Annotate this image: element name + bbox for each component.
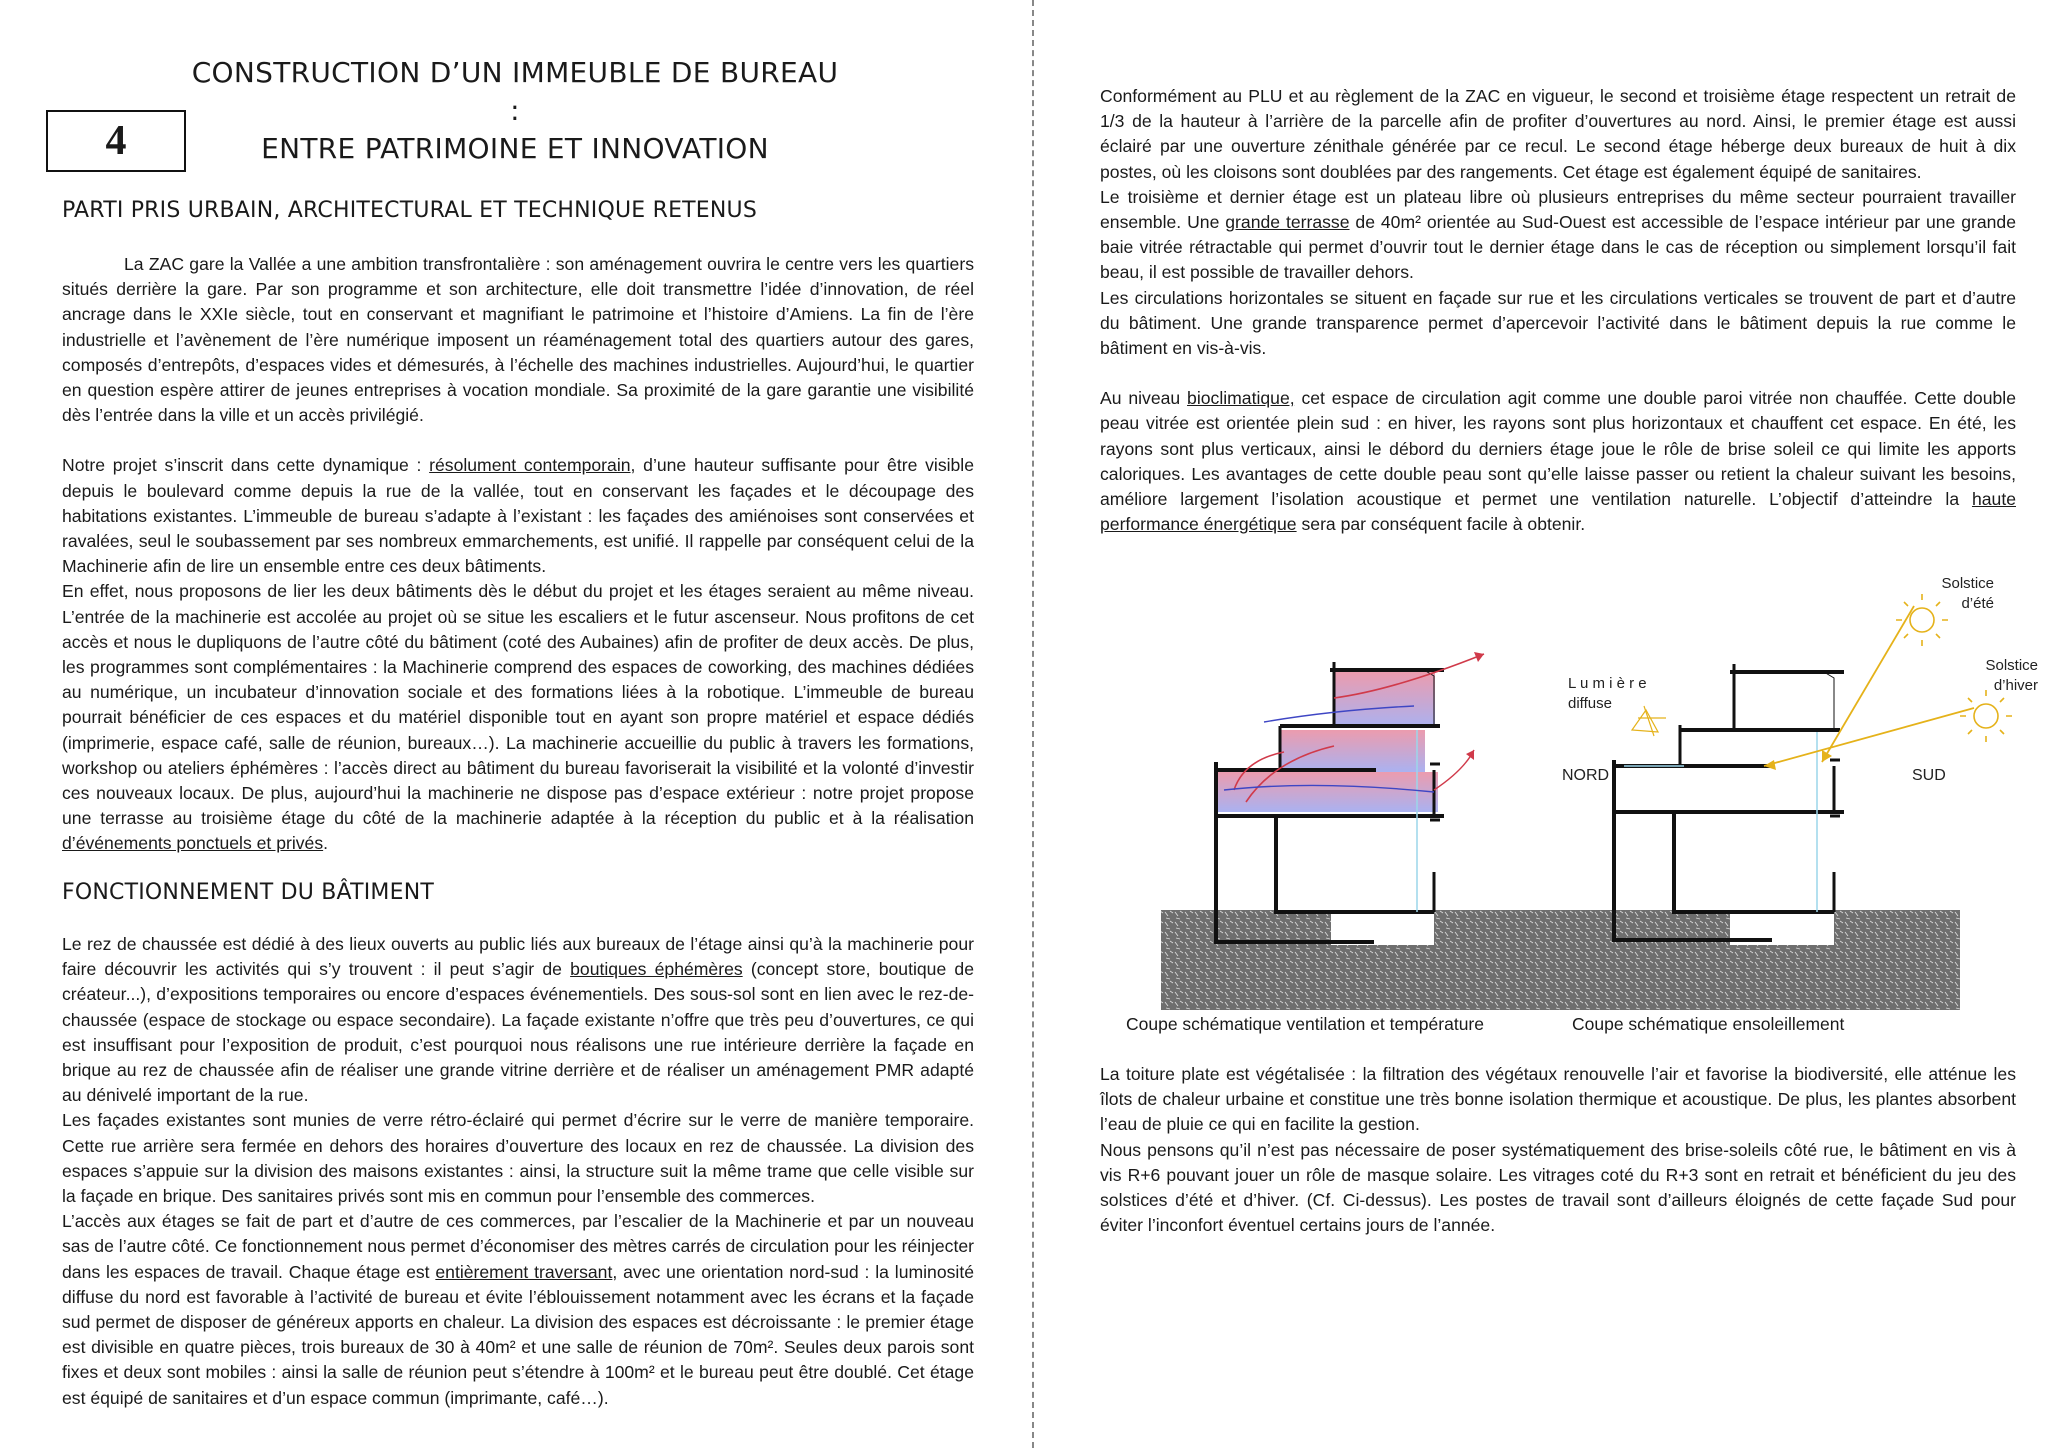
right-page [1034,0,2048,1448]
section-fonctionnement-body [62,932,974,1411]
right-column-bottom-text [1100,1062,2016,1238]
label-solstice-hiver-1: Solstice [1985,657,2038,674]
underlined-text: grande terrasse [1225,212,1350,233]
sun-icon [1896,594,1948,646]
label-sud: SUD [1912,767,1946,784]
building-section [1614,664,1844,940]
building-section [1214,662,1444,942]
sun-rays [1764,606,1974,770]
right-column-top-text [1100,84,2016,537]
section-parti-pris-body [62,252,974,857]
chapter-number-box: 4 [46,110,186,172]
label-lumiere: L u m i è r e [1568,675,1647,692]
sun-icon [1960,690,2012,742]
section-heading-parti-pris: PARTI PRIS URBAIN, ARCHITECTURAL ET TECHNIQUE RETENUS [62,198,758,223]
label-solstice-hiver-2: d’hiver [1993,677,2038,694]
ground-hatch [1161,910,1561,1010]
paragraph: Nous pensons qu’il n’est pas nécessaire de poser systématiquement des brise-soleils côté rue, le bâtiment en vis à vis R+6 pouvant jouer un rôle de masque solaire. Les vitrages coté du R+3 sont en retrait et bénéficient du jeu des solstices d’été et d’hiver. (Cf. Ci-dessus). Les postes de travail sont d’ailleurs éloignés de cette façade Sud pour éviter l’inconfort éventuel certains jours de l’année. [1100,1139,2016,1236]
paragraph: La toiture plate est végétalisée : la filtration des végétaux renouvelle l’air et favorise la biodiversité, elle atténue les îlots de chaleur urbaine et constitue une très bonne isolation thermique et acoustique. De plus, les plantes absorbent l’eau de pluie ce qui en facilite la gestion. [1100,1064,2016,1135]
paragraph: En effet, nous proposons de lier les deux bâtiments dès le début du projet et les étages seraient au même niveau. L’entrée de la machinerie est accolée au projet où se situe les escaliers et le futur ascenseur. Nous profitons de cet accès et nous le dupliquons de l’autre côté du bâtiment (coté des Aubaines) afin de profiter de deux accès. De plus, les programmes sont complémentaires : la Machinerie comprend des espaces de coworking, des machines dédiées au numérique, un incubateur d’innovation sociale et des formations liées à la robotique. L’immeuble de bureau pourrait bénéficier de ces espaces et du matériel disponible tout en ayant son propre matériel et espace dédiés (imprimerie, espace café, salle de réunion, bureaux…). La machinerie accueillie du public à travers les formations, workshop ou ateliers éphémères : l’accès direct au bâtiment du bureau favoriserait la visibilité et la volonté d’investir ces nouveaux locaux. De plus, aujourd’hui la machinerie ne dispose pas d’espace extérieur : notre projet propose une terrasse au troisième étage du côté de la machinerie adaptée à la réception du public et à la réalisation d’événements ponctuels et privés. [62,581,974,854]
caption-ventilation: Coupe schématique ventilation et température [1126,1014,1484,1034]
caption-ensoleillement: Coupe schématique ensoleillement [1572,1014,1845,1034]
title-line-1: CONSTRUCTION D’UN IMMEUBLE DE BUREAU : [191,56,839,127]
diffuse-light-icon [1632,706,1666,736]
paragraph: Conformément au PLU et au règlement de la ZAC en vigueur, le second et troisième étage respectent un retrait de 1/3 de la hauteur à l’arrière de la parcelle afin de profiter d’ouvertures au nord. Ainsi, le premier étage est aussi éclairé par une ouverture zénithale générée par ce recul. Le second étage héberge deux bureaux de huit à dix postes, où les cloisons sont doublées par des rangements. Cet étage est également équipé de sanitaires. [1100,86,2016,182]
underlined-text: haute performance énergétique [1100,489,2016,535]
page-title [190,54,840,168]
paragraph: Les façades existantes sont munies de verre rétro-éclairé qui permet d’écrire sur le verre de manière temporaire. Cette rue arrière sera fermée en dehors des horaires d’ouverture des locaux en rez de chaussée. La division des espaces s’appuie sur la division des maisons existantes : ainsi, la structure suit la même trame que celle visible sur la façade en brique. Des sanitaires privés sont mis en commun pour l’ensemble des commerces. [62,1110,974,1207]
paragraph: Les circulations horizontales se situent en façade sur rue et les circulations verticales se trouvent de part et d’autre du bâtiment. Une grande transparence permet d’apercevoir l’activité dans le bâtiment depuis la rue comme le bâtiment en vis-à-vis. [1100,287,2016,359]
ground-hatch [1560,910,1960,1010]
ventilation-section-diagram [1134,640,1574,1010]
underlined-text: boutiques éphémères [570,959,743,980]
title-line-2: ENTRE PATRIMOINE ET INNOVATION [261,132,769,165]
paragraph: Le rez de chaussée est dédié à des lieux ouverts au public liés aux bureaux de l’étage ainsi qu’à la machinerie pour faire découvrir les activités qui s’y trouvent : il peut s’agir de boutiques éphémères (concept store, boutique de créateur...), d’expositions temporaires ou encore d’espaces événementiels. Des sous-sol sont en lien avec le rez-de-chaussée (espace de stockage ou espace secondaire). La façade existante n’offre que très peu d’ouvertures, ce qui est insuffisant pour l’exposition de produit, c’est pourquoi nous réalisons une rue intérieure derrière la façade en brique au rez de chaussée afin de réaliser une grande vitrine derrière et de réaliser un aménagement PMR adapté au dénivelé important de la rue. [62,934,975,1106]
section-heading-fonctionnement: FONCTIONNEMENT DU BÂTIMENT [62,880,434,905]
underlined-text: entièrement traversant [435,1261,613,1282]
label-solstice-ete-1: Solstice [1941,575,1994,592]
sunlight-section-diagram [1554,560,2044,1010]
label-diffuse: diffuse [1568,695,1612,712]
underlined-text: résolument contemporain [429,455,631,476]
underlined-text: bioclimatique, [1187,388,1295,409]
paragraph: Notre projet s’inscrit dans cette dynamique : résolument contemporain, d’une hauteur suffisante pour être visible depuis le boulevard comme depuis la rue de la vallée, tout en conservant les façades et le découpage des habitations existantes. L’immeuble de bureau s’adapte à l’existant : les façades des amiénoises sont conservées et ravalées, seul le soubassement par ses nombreux emmarchements, est unifié. Il rappelle par conséquent celui de la Machinerie afin de lire un ensemble entre ces deux bâtiments. [62,455,975,577]
paragraph: Au niveau bioclimatique, cet espace de circulation agit comme une double paroi vitrée non chauffée. Cette double peau vitrée est orientée plein sud : en hiver, les rayons sont plus horizontaux et chauffent cet espace. En été, les rayons sont plus verticaux, ainsi le débord du derniers étage joue le rôle de brise soleil ce qui limite les apports caloriques. Les avantages de cette double peau sont qu’elle laisse passer ou retient la chaleur suivant les besoins, améliore largement l’isolation acoustique et permet une ventilation naturelle. L’objectif d’atteindre la haute performance énergétique sera par conséquent facile à obtenir. [1100,388,2016,535]
paragraph: La ZAC gare la Vallée a une ambition transfrontalière : son aménagement ouvrira le centre vers les quartiers situés derrière la gare. Par son programme et son architecture, elle doit transmettre l’idée d’innovation, de réel ancrage dans le XXIe siècle, tout en conservant et magnifiant le patrimoine et l’histoire d’Amiens. La fin de l’ère industrielle et l’avènement de l’ère numérique imposent un réaménagement total des quartiers autour des gares, composés d’entrepôts, d’espaces vides et démesurés, à l’échelle des machines industrielles. Aujourd’hui, le quartier en question espère attirer de jeunes entreprises à vocation mondiale. Sa proximité de la gare garantie une visibilité dès l’entrée dans la ville et un accès privilégié. [62,254,974,426]
paragraph: Le troisième et dernier étage est un plateau libre où plusieurs entreprises du même secteur pourraient travailler ensemble. Une grande terrasse de 40m² orientée au Sud-Ouest est accessible de l’espace intérieur par une grande baie vitrée rétractable qui permet d’ouvrir tout le dernier étage dans le cas de réception ou simplement lorsqu’il fait beau, il est possible de travailler dehors. [1100,186,2016,283]
underlined-text: d’événements ponctuels et privés [62,833,324,854]
label-nord: NORD [1562,767,1610,784]
label-solstice-ete-2: d’été [1961,595,1994,612]
paragraph: L’accès aux étages se fait de part et d’autre de ces commerces, par l’escalier de la Machinerie et par un nouveau sas de l’autre côté. Ce fonctionnement nous permet d’économiser des mètres carrés de circulation pour les réinjecter dans les espaces de travail. Chaque étage est entièrement traversant, avec une orientation nord-sud : la luminosité diffuse du nord est favorable à l’activité de bureau et évite l’éblouissement notamment avec les écrans et la façade sud permet de disposer de généreux apports en chaleur. La division des espaces est décroissante : le premier étage est divisible en quatre pièces, trois bureaux de 30 à 40m² et une salle de réunion de 70m². Seules deux parois sont fixes et deux sont mobiles : ainsi la salle de réunion peut s’étendre à 100m² et le bureau peut être doublé. Cet étage est équipé de sanitaires et d’un espace commun (imprimante, café…). [62,1211,975,1408]
